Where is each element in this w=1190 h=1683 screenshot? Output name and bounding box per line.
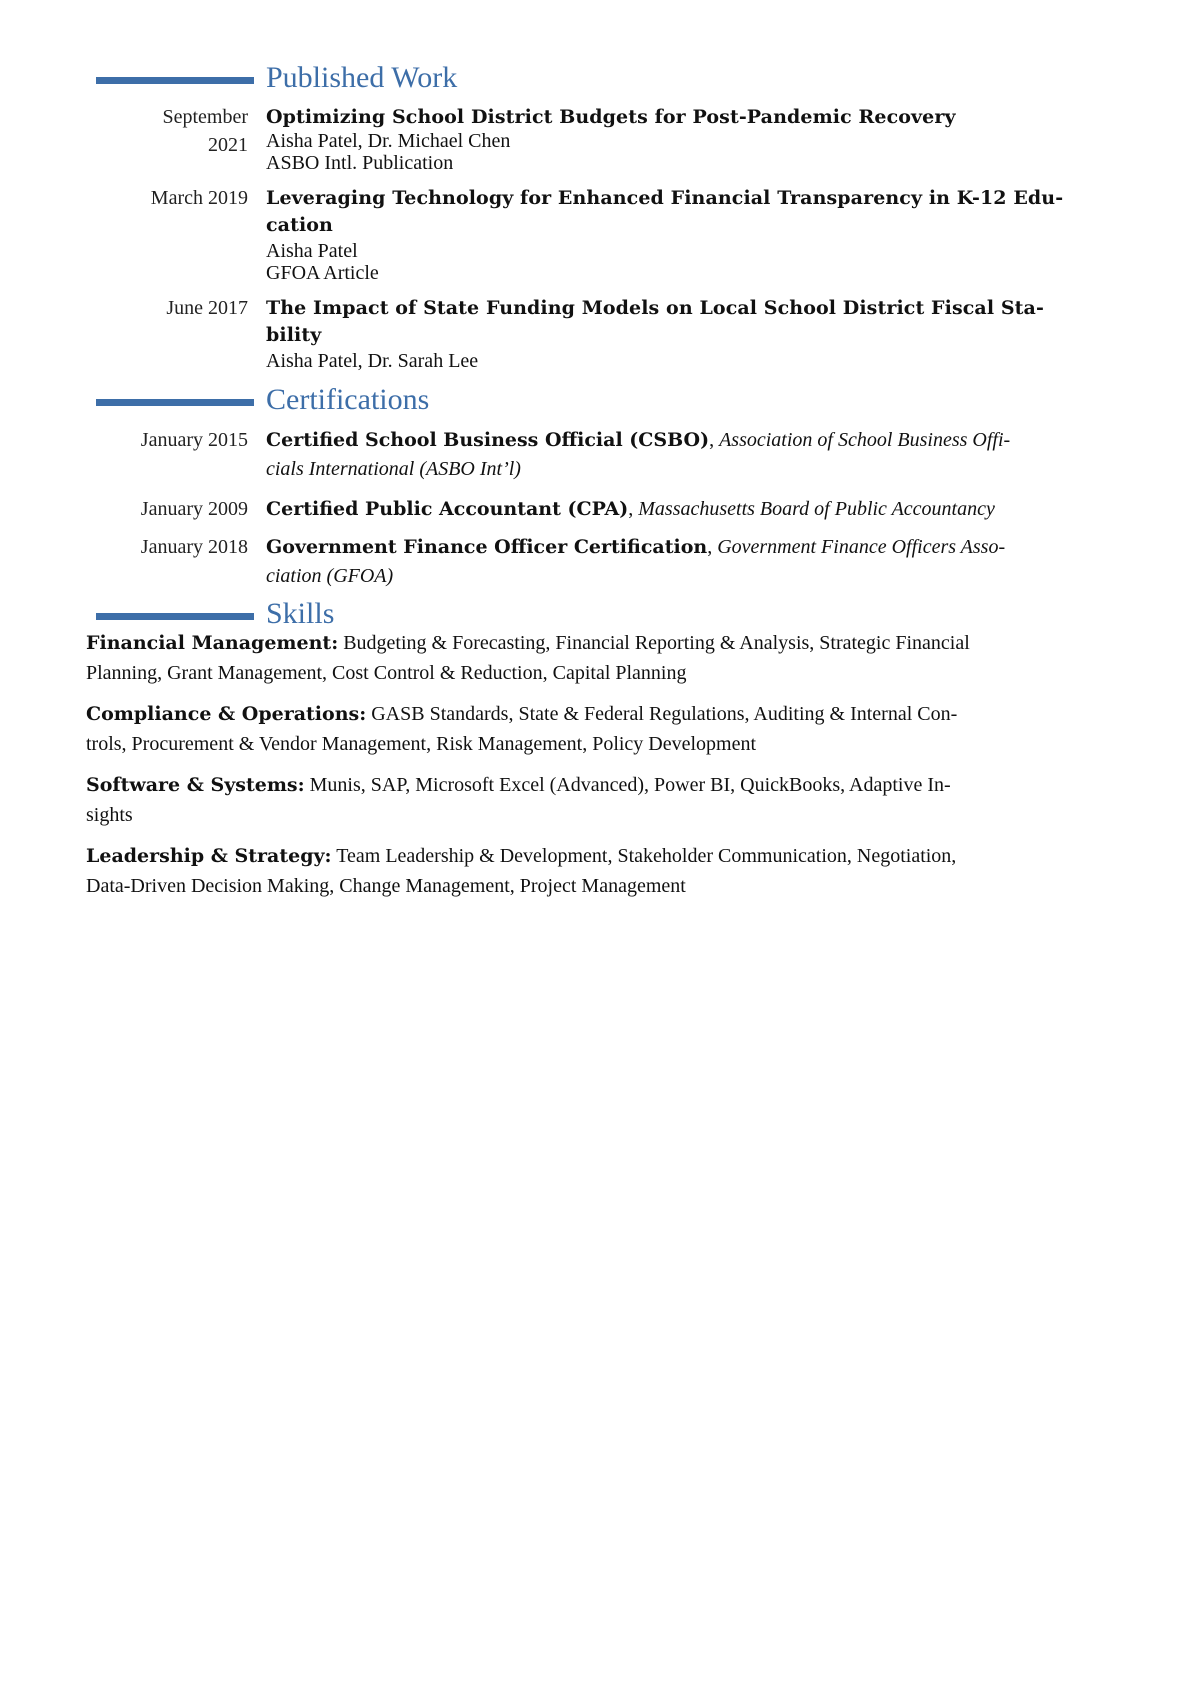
skill-group [86, 628, 1116, 688]
certification-line [266, 533, 1098, 562]
date-line: 2021 [208, 134, 248, 156]
section-title: Published Work [266, 61, 458, 94]
skill-items-continued: Planning, Grant Management, Cost Control & Reduction, Capital Planning [86, 662, 687, 684]
publication-venue: ASBO Intl. Publication [266, 152, 454, 174]
certification-line [266, 495, 1098, 524]
separator: , [628, 498, 639, 520]
publication-title-line: The Impact of State Funding Models on Local School District Fiscal Sta- [266, 297, 1044, 319]
certification-date: January 2009 [140, 498, 248, 520]
publication-title-line: bility [266, 324, 322, 346]
skill-items: Team Leadership & Development, Stakeholder Communication, Negotiation, [336, 845, 957, 867]
skill-group [86, 699, 1116, 759]
publication-date: March 2019 [150, 187, 248, 209]
skill-group [86, 770, 1116, 830]
skill-items-continued: Data-Driven Decision Making, Change Management, Project Management [86, 875, 686, 897]
section-title: Certifications [266, 383, 430, 416]
skill-line [86, 699, 1116, 729]
certification-line [266, 426, 1098, 455]
certification-name: Certified School Business Official (CSBO) [266, 429, 710, 451]
publication-date: June 2017 [166, 297, 248, 319]
certification-org: Association of School Business Offi- [719, 429, 1011, 451]
publication-title-line: Leveraging Technology for Enhanced Financial Transparency in K-12 Edu- [266, 187, 1064, 209]
skill-items: GASB Standards, State & Federal Regulations, Auditing & Internal Con- [371, 703, 958, 725]
publication-title: Optimizing School District Budgets for Post-Pandemic Recovery [266, 106, 956, 128]
certification-org-continued: ciation (GFOA) [266, 565, 394, 587]
publication-title-line: cation [266, 214, 333, 236]
skill-label: Financial Management: [86, 632, 339, 654]
skill-label: Software & Systems: [86, 774, 305, 796]
publication-body [266, 295, 1098, 372]
publication-date [80, 104, 248, 158]
publication-venue: GFOA Article [266, 262, 379, 284]
published-work-header [96, 61, 1096, 104]
certification-body [266, 426, 1098, 484]
skill-line [86, 628, 1116, 658]
certification-org-continued: cials International (ASBO Int’l) [266, 458, 521, 480]
date-line: September [162, 106, 248, 128]
skill-label: Compliance & Operations: [86, 703, 367, 725]
certification-name: Certified Public Accountant (CPA) [266, 498, 629, 520]
skill-line [86, 770, 1116, 800]
certification-org: Government Finance Officers Asso- [717, 536, 1006, 558]
skill-items: Munis, SAP, Microsoft Excel (Advanced), Power BI, QuickBooks, Adaptive In- [309, 774, 951, 796]
skill-group [86, 841, 1116, 901]
publication-body [266, 104, 1098, 174]
separator: , [707, 536, 718, 558]
skill-label: Leadership & Strategy: [86, 845, 332, 867]
publication-authors: Aisha Patel, Dr. Sarah Lee [266, 350, 479, 372]
certification-org: Massachusetts Board of Public Accountancy [638, 498, 995, 520]
section-title: Skills [266, 597, 335, 630]
certifications-header [96, 383, 1096, 426]
certification-date: January 2018 [140, 536, 248, 558]
section-rule [96, 399, 254, 406]
section-rule [96, 613, 254, 620]
skill-items-continued: sights [86, 804, 133, 826]
skill-items: Budgeting & Forecasting, Financial Reporting & Analysis, Strategic Financial [343, 632, 970, 654]
skill-line [86, 841, 1116, 871]
separator: , [709, 429, 720, 451]
certification-body [266, 495, 1098, 524]
certification-body [266, 533, 1098, 591]
publication-body [266, 185, 1098, 284]
skill-items-continued: trols, Procurement & Vendor Management, Risk Management, Policy Development [86, 733, 757, 755]
certification-date: January 2015 [140, 429, 248, 451]
certification-name: Government Finance Officer Certification [266, 536, 708, 558]
section-rule [96, 77, 254, 84]
publication-authors: Aisha Patel [266, 240, 358, 262]
publication-authors: Aisha Patel, Dr. Michael Chen [266, 130, 511, 152]
